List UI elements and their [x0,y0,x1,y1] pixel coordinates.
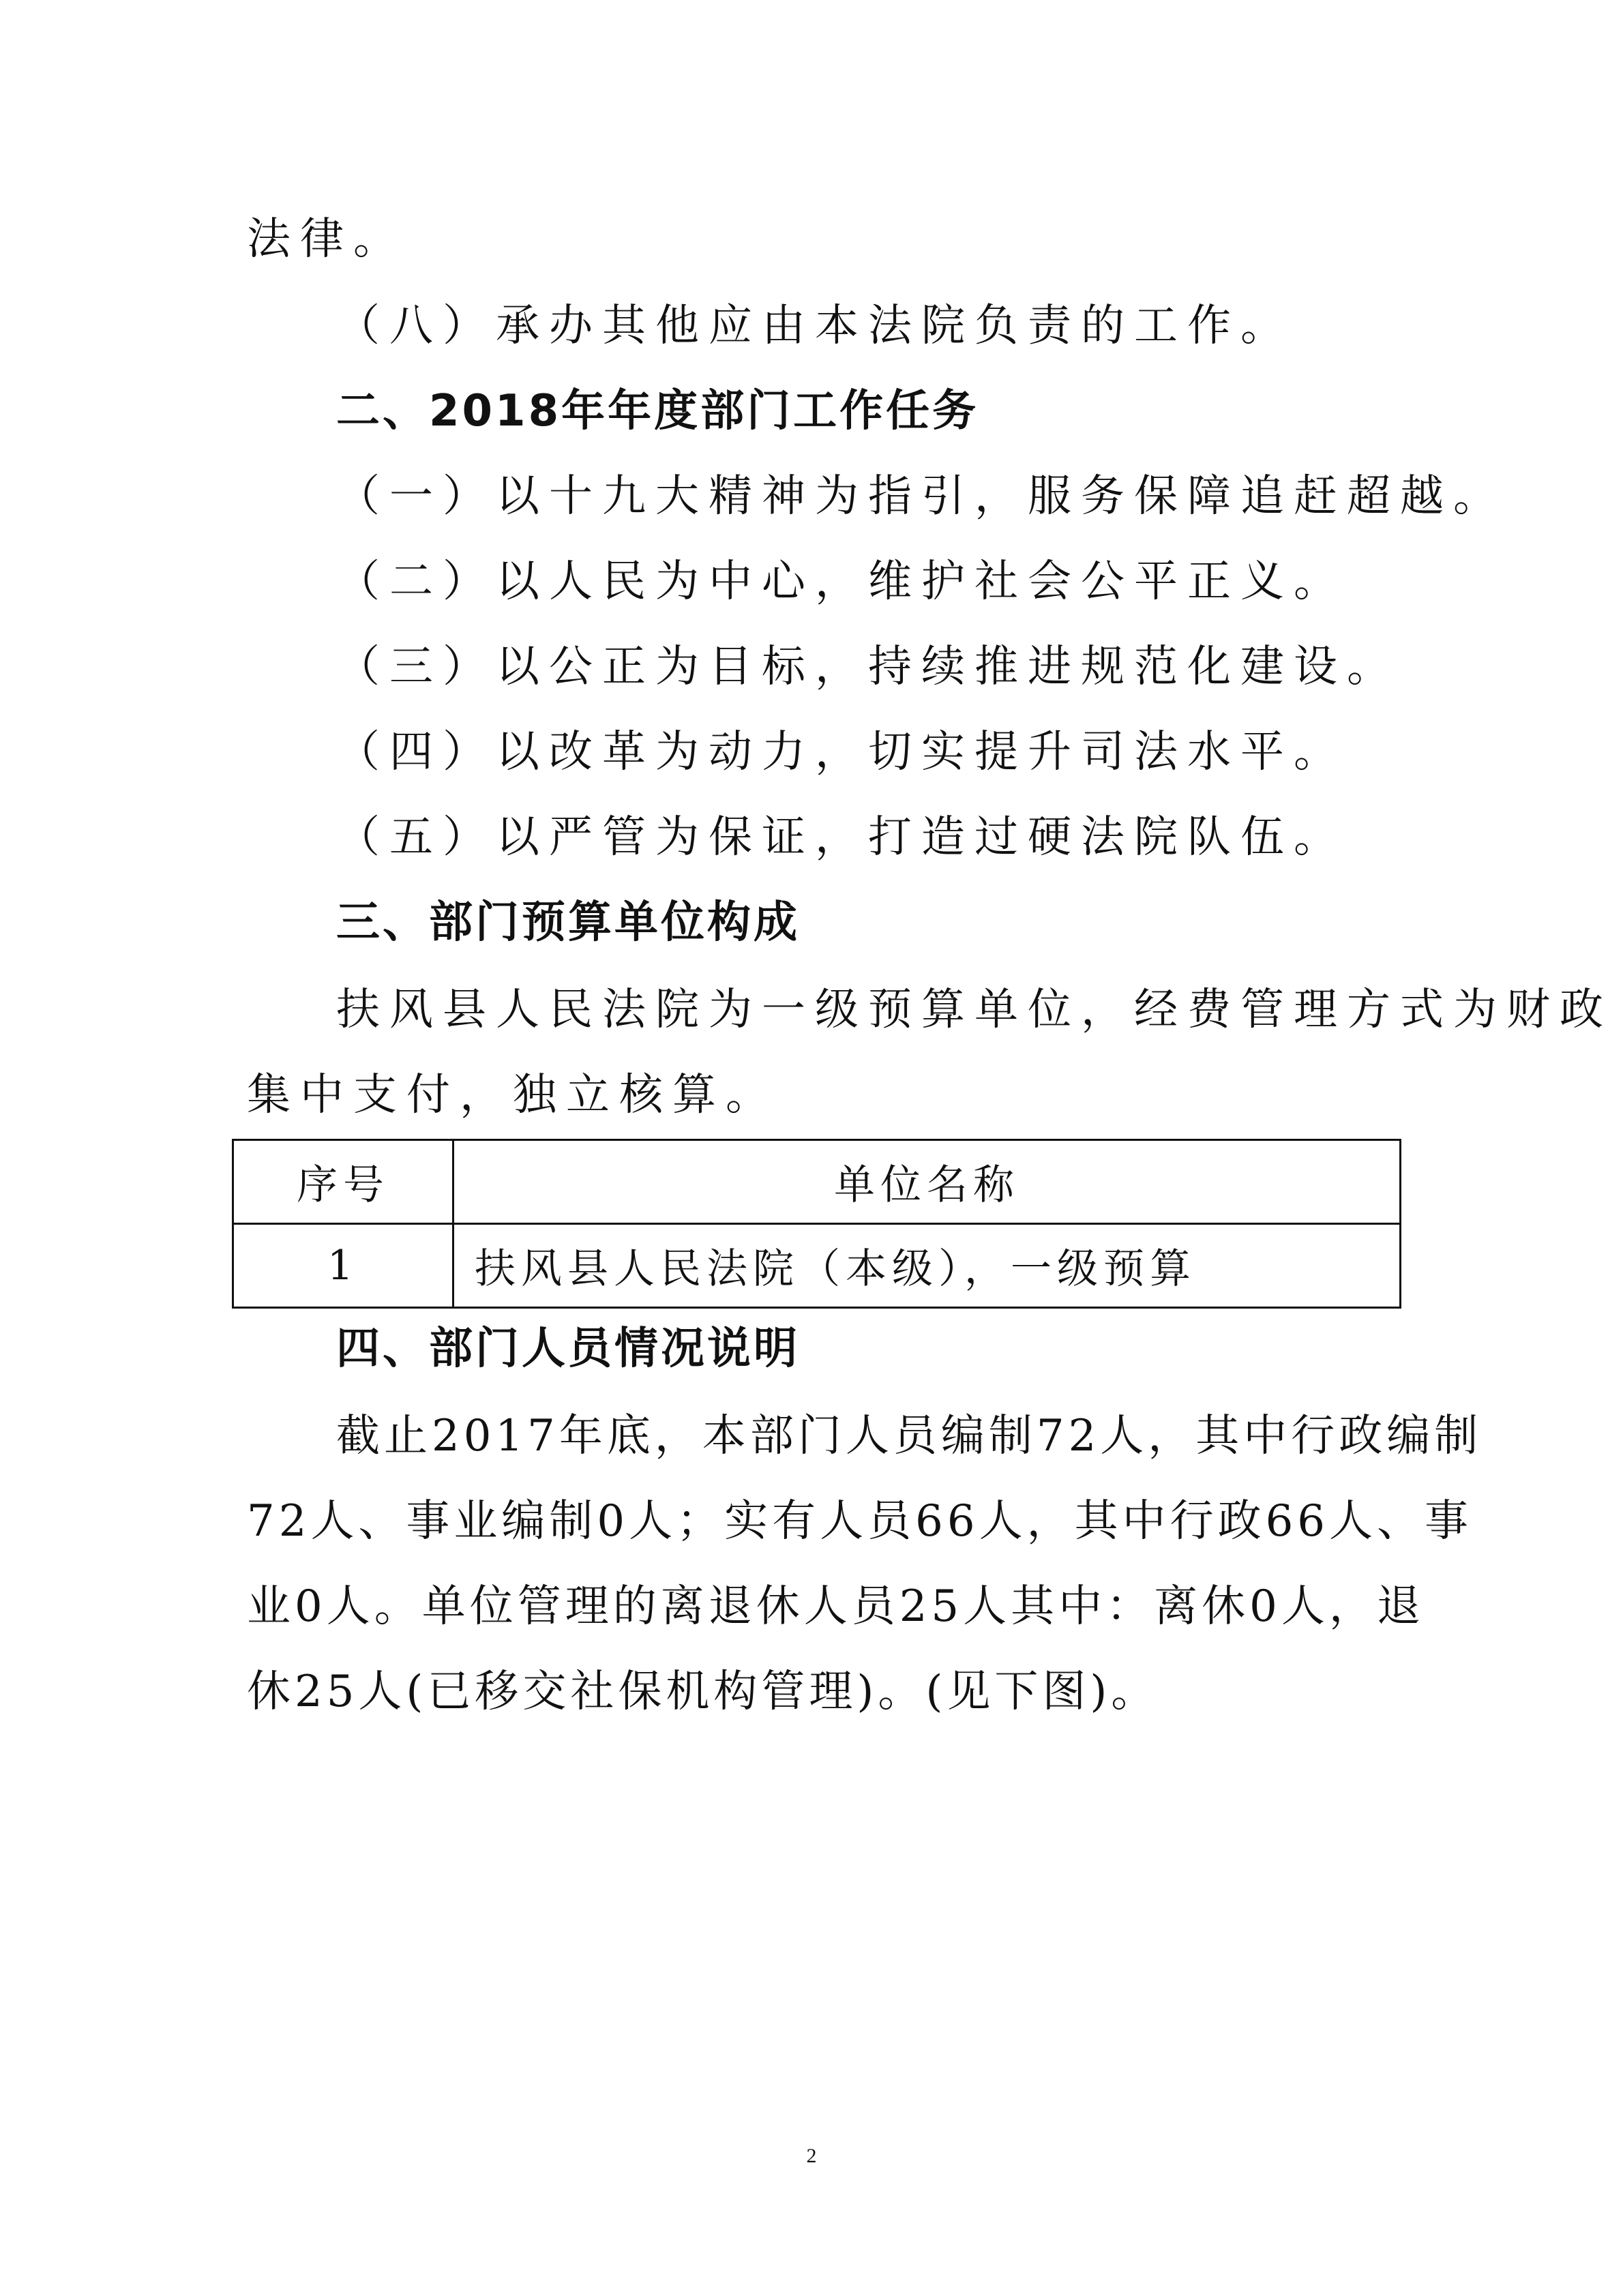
table-row [233,1224,1401,1308]
header-unit-name: 单位名称 [453,1140,1401,1224]
section-2-heading: 二、2018年年度部门工作任务 [336,386,979,436]
table-header-row [233,1140,1401,1224]
task-item-1: （一）以十九大精神为指引，服务保障追赶超越。 [336,471,1506,522]
cell-unit-name: 扶风县人民法院（本级），一级预算 [453,1224,1401,1308]
task-item-3: （三）以公正为目标，持续推进规范化建设。 [336,642,1400,692]
task-item-4: （四）以改革为动力，切实提升司法水平。 [336,727,1347,777]
task-item-5: （五）以严管为保证，打造过硬法院队伍。 [336,812,1347,863]
staff-line-4: 休25人(已移交社保机构管理)。(见下图)。 [247,1667,1159,1717]
section-3-paragraph-line-1: 扶风县人民法院为一级预算单位，经费管理方式为财政 [336,985,1613,1035]
task-item-2: （二）以人民为中心，维护社会公平正义。 [336,556,1347,607]
section-4-heading: 四、部门人员情况说明 [336,1324,800,1374]
header-serial: 序号 [233,1140,453,1224]
page-number: 2 [806,2145,817,2167]
staff-line-3: 业0人。单位管理的离退休人员25人其中：离休0人，退 [247,1581,1425,1632]
continued-text: 法律。 [247,214,406,265]
budget-units-table [232,1139,1401,1309]
duty-item-8: （八）承办其他应由本法院负责的工作。 [336,301,1294,351]
cell-serial: 1 [233,1224,453,1308]
section-3-heading: 三、部门预算单位构成 [336,897,800,948]
staff-line-1: 截止2017年底，本部门人员编制72人，其中行政编制 [336,1411,1483,1461]
staff-line-2: 72人、事业编制0人；实有人员66人，其中行政66人、事 [247,1496,1473,1547]
section-3-paragraph-line-2: 集中支付，独立核算。 [247,1070,779,1120]
